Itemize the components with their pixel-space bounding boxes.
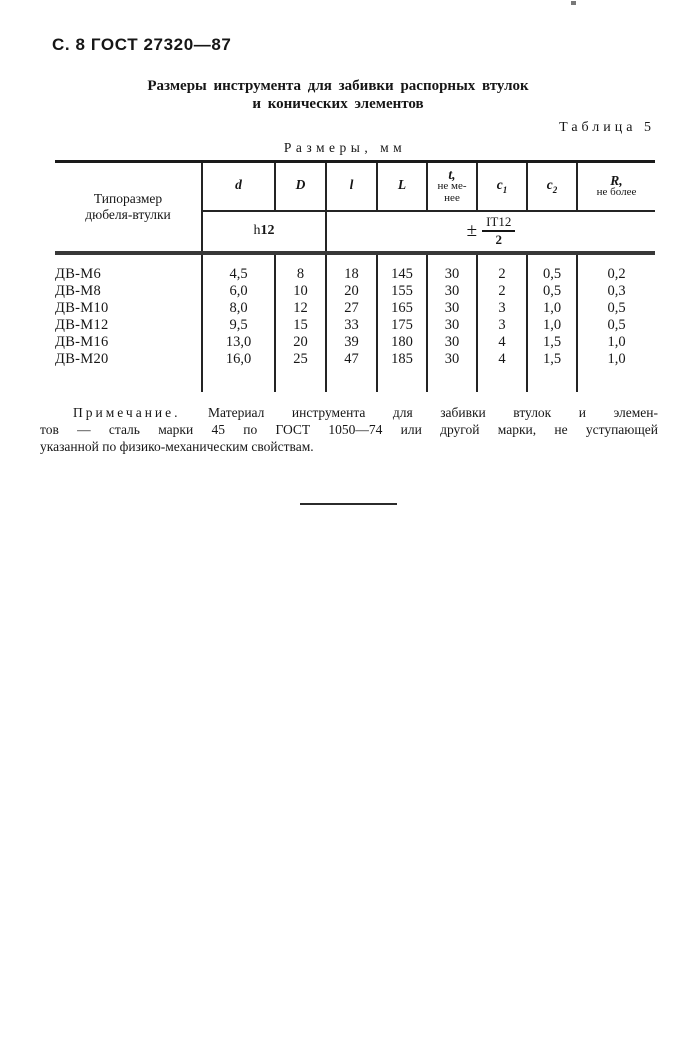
- note-label: Примечание.: [73, 405, 181, 420]
- header-row-symbols: [55, 162, 655, 211]
- table-row: ДВ-М6 4,5 8 18 145 30 2 0,5 0,2: [55, 265, 626, 282]
- col-header-l: l: [326, 162, 377, 211]
- table-caption: Таблица 5: [559, 120, 655, 135]
- table-spacer-row: [55, 253, 655, 266]
- col-header-D: D: [275, 162, 326, 211]
- col-header-t: t, не ме- нее: [427, 162, 477, 211]
- col-header-typesize: [55, 162, 202, 253]
- tolerance-h12: h12: [202, 211, 326, 253]
- col-header-c1: $c_1$: [477, 162, 527, 211]
- section-divider: [300, 503, 397, 505]
- tolerance-fraction: $\frac{IT12}{2}$: [482, 215, 515, 247]
- col-header-R: R, не более: [577, 162, 655, 211]
- table-spacer-row: [55, 368, 655, 392]
- table-row: ДВ-М16 13,0 20 39 180 30 4 1,5 1,0: [55, 333, 626, 350]
- note-line-3: указанной по физико-механическим свойствам.: [40, 439, 314, 454]
- title-line-2: и конических элементов: [252, 96, 424, 112]
- plus-minus-sign: ±: [466, 220, 478, 241]
- note-line-2: тов — сталь марки 45 по ГОСТ 1050—74 или другой марки, не уступающей: [40, 422, 658, 437]
- col-header-c2: $c_2$: [527, 162, 577, 211]
- page-header: С. 8 ГОСТ 27320—87: [52, 35, 232, 54]
- table-row: ДВ-М20 16,0 25 47 185 30 4 1,5 1,0: [55, 350, 626, 367]
- table-row: ДВ-М8 6,0 10 20 155 30 2 0,5 0,3: [55, 282, 626, 299]
- document-title: [8, 77, 668, 113]
- typesize-header-line-1: Типоразмер: [93, 190, 163, 206]
- dimensions-table: [55, 160, 655, 392]
- scan-artifact-speck: [571, 1, 576, 5]
- table-row: ДВ-М12 9,5 15 33 175 30 3 1,0 0,5: [55, 316, 626, 333]
- col-header-d: d: [202, 162, 275, 211]
- table-row: ДВ-М10 8,0 12 27 165 30 3 1,0 0,5: [55, 299, 626, 316]
- col-header-L: L: [377, 162, 427, 211]
- note-line-1: Примечание. Материал инструмента для забивки втулок и элемен-: [73, 405, 659, 420]
- typesize-header-line-2: дюбеля-втулки: [85, 206, 171, 222]
- title-line-1: Размеры инструмента для забивки распорных втулок: [147, 78, 529, 94]
- note-paragraph: [40, 404, 658, 455]
- units-caption: Размеры, мм: [283, 140, 407, 155]
- tolerance-it12-over-2: [326, 211, 655, 253]
